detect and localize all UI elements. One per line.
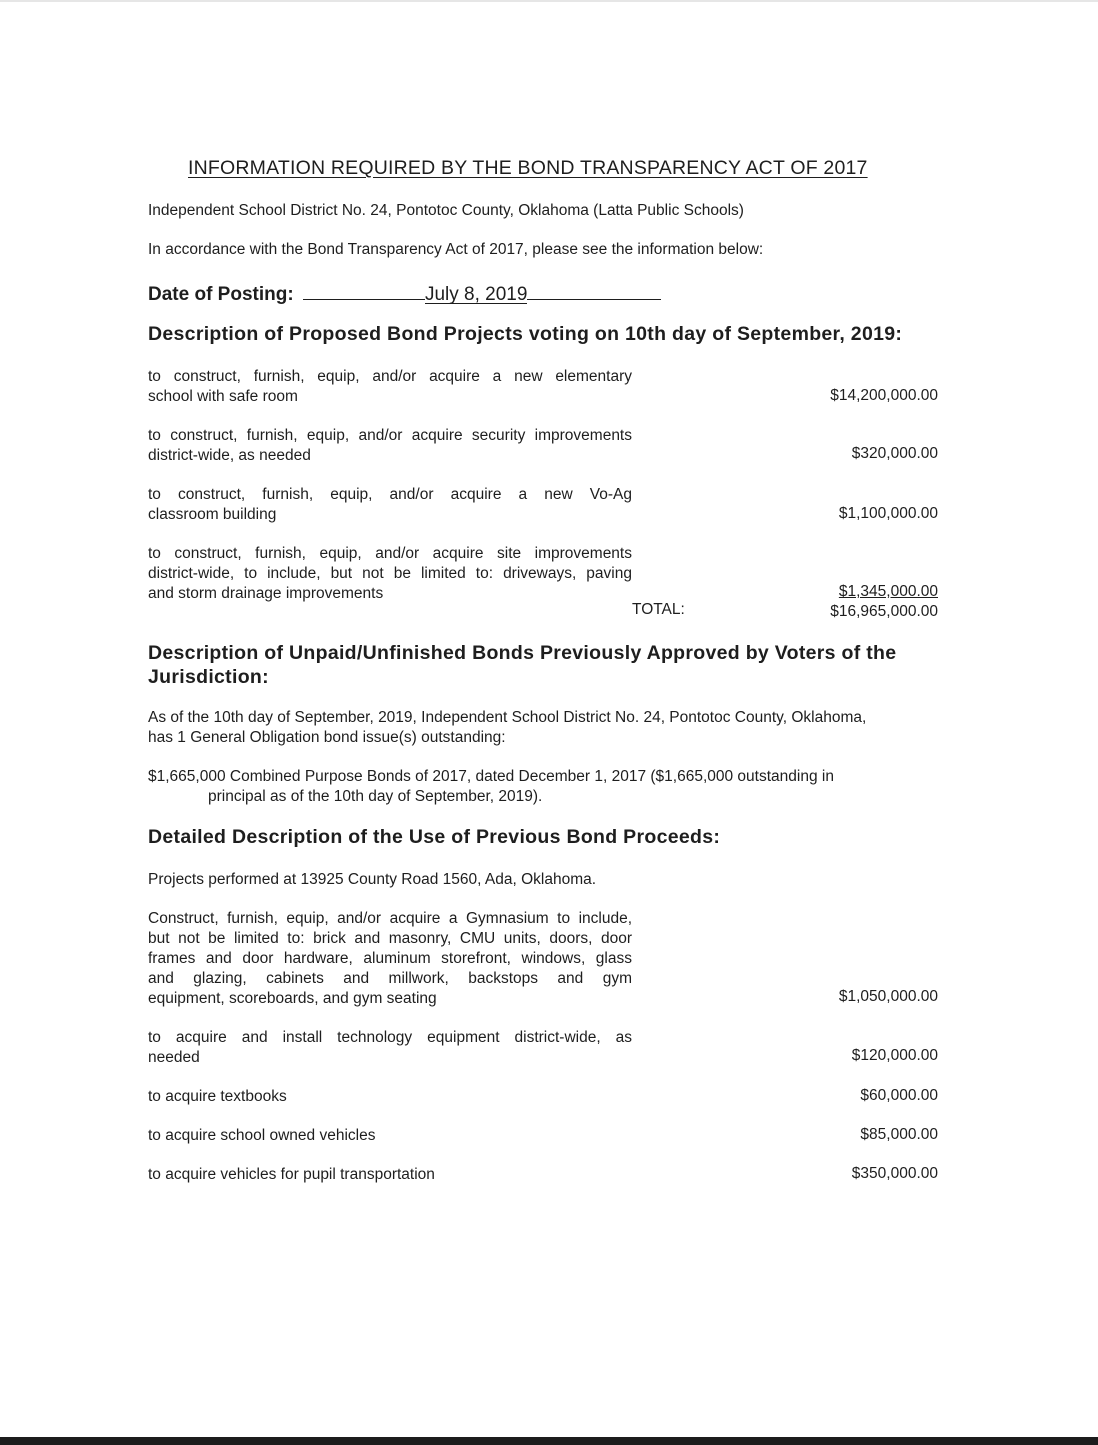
previous-item-5-amount: $350,000.00 — [851, 1165, 938, 1182]
total-value: $16,965,000.00 — [830, 603, 938, 620]
previous-item-1-line: equipment, scoreboards, and gym seating — [148, 990, 437, 1007]
previous-item-5 — [148, 1165, 632, 1185]
previous-item-1-line: frames and door hardware, aluminum storefront, windows, glass — [148, 950, 632, 967]
previous-item-1 — [148, 909, 632, 1009]
proposed-item-3-line1: to construct, furnish, equip, and/or acquire a new Vo-Ag — [148, 486, 632, 503]
previous-item-3 — [148, 1087, 632, 1107]
unpaid-paragraph-line2: has 1 General Obligation bond issue(s) outstanding: — [148, 729, 506, 746]
bond-line2: principal as of the 10th day of September, 2019). — [208, 788, 543, 805]
proposed-item-1-line1: to construct, furnish, equip, and/or acquire a new elementary — [148, 368, 632, 385]
previous-item-3-line: to acquire textbooks — [148, 1088, 287, 1105]
previous-item-4-line: to acquire school owned vehicles — [148, 1127, 376, 1144]
bond-line1: $1,665,000 Combined Purpose Bonds of 2017, dated December 1, 2017 ($1,665,000 outstanding in — [148, 768, 834, 785]
proposed-item-4-line1: to construct, furnish, equip, and/or acquire site improvements — [148, 545, 632, 562]
proposed-item-2-line1: to construct, furnish, equip, and/or acquire security improvements — [148, 427, 632, 444]
proposed-item-1-amount: $14,200,000.00 — [830, 387, 938, 404]
use-heading: Detailed Description of the Use of Previous Bond Proceeds: — [148, 826, 721, 848]
proposed-item-3 — [148, 485, 632, 525]
page-top-border — [0, 0, 1098, 2]
previous-item-2-line: to acquire and install technology equipment district-wide, as — [148, 1029, 632, 1046]
previous-item-5-line: to acquire vehicles for pupil transportation — [148, 1166, 435, 1183]
previous-item-4-amount: $85,000.00 — [860, 1126, 938, 1143]
proposed-item-1 — [148, 367, 632, 407]
proposed-heading: Description of Proposed Bond Projects voting on 10th day of September, 2019: — [148, 323, 903, 345]
proposed-item-3-amount: $1,100,000.00 — [838, 505, 938, 522]
proposed-item-1-line2: school with safe room — [148, 388, 298, 405]
unpaid-heading-line1: Description of Unpaid/Unfinished Bonds Previously Approved by Voters of the — [148, 642, 897, 664]
previous-item-2-line: needed — [148, 1049, 200, 1066]
previous-item-3-amount: $60,000.00 — [860, 1087, 938, 1104]
proposed-item-4 — [148, 544, 632, 604]
previous-item-1-amount: $1,050,000.00 — [838, 988, 938, 1005]
document-title: INFORMATION REQUIRED BY THE BOND TRANSPARENCY ACT OF 2017 — [188, 157, 868, 179]
projects-location: Projects performed at 13925 County Road 1560, Ada, Oklahoma. — [148, 871, 597, 888]
date-value: July 8, 2019 — [424, 284, 528, 305]
previous-item-1-line: Construct, furnish, equip, and/or acquire a Gymnasium to include, — [148, 910, 632, 927]
page-bottom-border — [0, 1437, 1098, 1445]
proposed-item-4-line2: district-wide, to include, but not be limited to: driveways, paving — [148, 565, 632, 582]
proposed-item-4-line3: and storm drainage improvements — [148, 585, 384, 602]
proposed-item-2-amount: $320,000.00 — [851, 445, 938, 462]
previous-item-4 — [148, 1126, 632, 1146]
previous-item-2 — [148, 1028, 632, 1068]
previous-item-2-amount: $120,000.00 — [851, 1047, 938, 1064]
intro-line: In accordance with the Bond Transparency Act of 2017, please see the information below: — [148, 241, 764, 258]
proposed-item-2 — [148, 426, 632, 466]
previous-item-1-line: and glazing, cabinets and millwork, backstops and gym — [148, 970, 632, 987]
unpaid-paragraph-line1: As of the 10th day of September, 2019, Independent School District No. 24, Pontotoc County, Oklahoma, — [148, 709, 867, 726]
previous-item-1-line: but not be limited to: brick and masonry, CMU units, doors, door — [148, 930, 632, 947]
proposed-item-2-line2: district-wide, as needed — [148, 447, 311, 464]
unpaid-heading-line2: Jurisdiction: — [148, 666, 269, 688]
proposed-item-3-line2: classroom building — [148, 506, 277, 523]
date-label: Date of Posting: — [148, 284, 294, 305]
district-line: Independent School District No. 24, Pontotoc County, Oklahoma (Latta Public Schools) — [148, 202, 744, 219]
date-blank-after — [527, 280, 661, 300]
date-of-posting — [148, 280, 661, 306]
proposed-item-4-amount: $1,345,000.00 — [838, 583, 938, 600]
total-label: TOTAL: — [632, 601, 685, 618]
date-blank-before — [303, 280, 425, 300]
